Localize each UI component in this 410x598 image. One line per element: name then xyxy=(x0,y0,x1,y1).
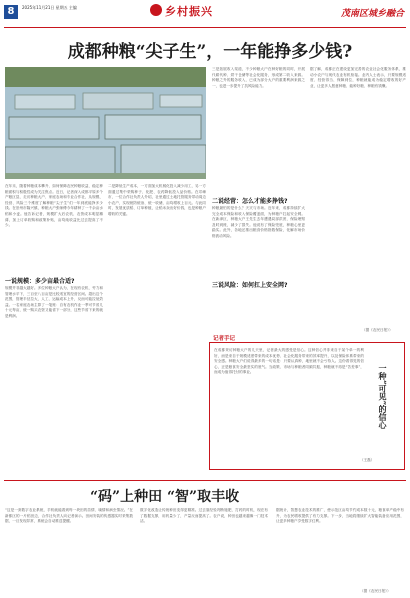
article-column-1: 在年末，随着种粮成本攀升、如何保障农民种粮收益、稳定种粮面积与积极性成为关注焦点。近日，记者深入成都平原多个产粮区县，走访种粮大户、家庭农场和专业合作社，从规模、经营、风险三个维度了解种粮“尖子生”们一年到底能挣多少钱。在崇州市隆兴镇，种粮大户张师傅今年耕种了一千余亩水稻和小麦。他告诉记者，规模扩大后农机、农资成本明显摊薄，加上订单收购和政策补贴，亩均纯收益比过去提高了不少。 xyxy=(5,184,103,228)
article-column-4: 三是拓展收入渠道，不少种粮大户在种好粮的同时，开展代耕代种、烘干仓储等社会化服务，形成第二收入来源。种粮之外的服务收入，已成为部分大户的重要利润来源之一，也进一步提升了抗风险能力。 xyxy=(212,67,305,88)
article-column-6: 据了解，成都正在建设更加完善的农业社会化服务体系，推动小农户与现代农业有机衔接。业内人士表示，只要规模适度、经营得当、保障到位，种粮就能成为稳定增收的好产业，让更多人愿意种粮、能种好粮、种粮有钱赚。 xyxy=(310,67,406,88)
editorial-box-header: 记者手记 xyxy=(213,336,236,342)
article-column-2: 规模并非越大越好。多位种粮大户认为，在现有农机、劳力和管理水平下，三百至八百亩是比较适宜的经营区间。超出这个范围，管理半径拉大，人工、运输成本上升，反而可能拉低效益。一名家庭农场主算了一笔账：自有农机作业一季可节省几十元每亩，统一购买农资又能省下一部分，这些节省下来的就是利润。 xyxy=(5,286,103,318)
article2-column-2: 数字化改造让传统种田变得更精准。过去靠经验判断施肥、打药的时机，现在有了数据支撑，用药量少了，产量反而提高了。农户说，种田也越来越像一门技术活。 xyxy=(140,508,268,524)
subhead-risk: 三说风险：如何扛上安全网? xyxy=(212,282,288,289)
article-column-3: 二是降低生产成本，一方面加大机械化投入减少用工，另一方面通过集中采购种子、化肥、农药降低投入品价格。在邛崃市，一位合作社负责人介绍，社里通过土地托管服务带动周边小农户，实现统防统治、统一收储，亩均增收上百元。与此同时，发展优质稻、订单种植，让稻米卖出好价钱，也是种粮户增收的关键。 xyxy=(108,184,206,216)
subhead-scale: 一说规模：多少亩最合适? xyxy=(5,278,75,285)
article2-column-1: “这是一套数字农业系统，手机就能看到每一块田的苗情、墒情和病虫情况。”在新都区的一片稻田边，合作社负责人向记者演示。田间安装的传感器实时采集数据，一旦发现异常，系统会自动推送提醒。 xyxy=(5,508,133,524)
editorial-author: （王磊） xyxy=(360,458,375,462)
section-divider xyxy=(4,480,406,481)
article2-column-3: 据统计，智慧农业技术的推广，使示范区亩均节约成本数十元，粮食单产稳中有升，为农民增收提供了有力支撑。下一步，当地将继续扩大智能装备应用范围，让更多种粮户享受数字红利。 xyxy=(276,508,404,524)
main-headline: 成都种粮“尖子生”，一年能挣多少钱? xyxy=(67,42,353,62)
editorial-title: 一种“可见”的信心 xyxy=(378,364,388,430)
editorial-text: 在成都采访种粮大户的几天里，记者最大的感受是信心。这种信心并非来自于某个单一的利好，而是来自于规模适度带来的成本优势、社会化服务带来的效率提升，以及保险体系带来的安全感。种粮大户们说得最多的一句话是：只要认真种，地里就不会亏待人。这份看得见的信心，正是粮食安全最坚实的底气。当政策、市场与种粮者同频共振，种粮就不再是“苦差事”，而成为值得托付的事业。 xyxy=(214,348,364,375)
subhead-business: 二说经营：怎么才能多挣钱? xyxy=(212,198,288,205)
paper-name: 茂南区城乡融合 xyxy=(340,9,404,19)
section-name: 乡村振兴 xyxy=(165,5,213,18)
section-logo-icon xyxy=(150,4,162,16)
second-headline: “码”上种田 “智”取丰收 xyxy=(90,489,240,505)
header-rule xyxy=(4,27,406,28)
date-line: 2025年11月21日 星期五 主编 xyxy=(22,5,77,10)
page-header xyxy=(0,0,410,30)
article-photo xyxy=(5,67,206,179)
page-number: 8 xyxy=(4,5,18,19)
article2-author: （据《农民日报》） xyxy=(360,589,391,593)
article-author: （据《农民日报》） xyxy=(362,328,393,332)
article-column-5: 种粮最怕的是什么？天灾与市场。近年来，成都持续扩大完全成本保险和收入保险覆盖面，为种粮户扛起安全网。在新津区，种粮大户王先生去年遭遇局部洪涝，保险理赔及时到账，减少了损失。他说有了保险兜底，种粮心里更踏实。此外，各地还推出粮食价格指数保险，化解市场价格波动风险。 xyxy=(212,206,305,238)
